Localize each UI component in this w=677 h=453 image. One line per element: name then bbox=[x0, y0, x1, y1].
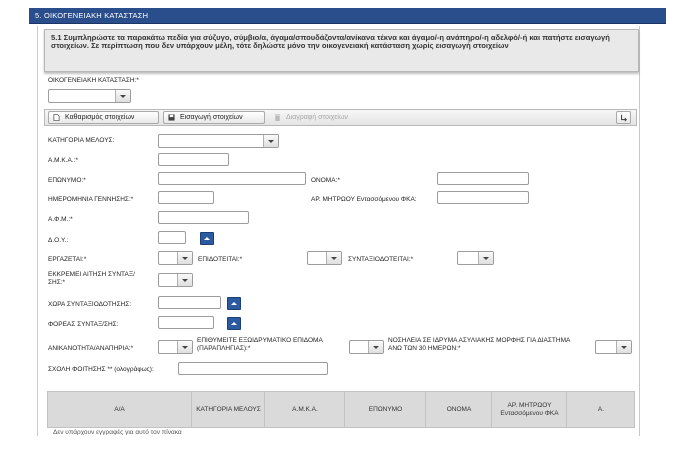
instructions-box bbox=[44, 29, 639, 72]
table-empty-row bbox=[47, 428, 635, 435]
column-header[interactable]: ΑΡ. ΜΗΤΡΩΟΥ Εντασσόμενου ΦΚΑ bbox=[491, 392, 567, 427]
chevron-down-icon[interactable] bbox=[115, 90, 130, 102]
pension-body-label: ΦΟΡΕΑΣ ΣΥΝΤΑΞ/ΣΗΣ: bbox=[48, 321, 119, 328]
column-header[interactable]: Α.Μ.Κ.Α. bbox=[264, 392, 345, 427]
family-status-select[interactable] bbox=[48, 89, 131, 103]
member-toolbar bbox=[44, 109, 637, 126]
disability-label: ΑΝΙΚΑΝΟΤΗΤΑ/ΑΝΑΠΗΡΙΑ:* bbox=[48, 345, 134, 352]
delete-data-label: Διαγραφή στοιχείων bbox=[286, 114, 348, 121]
pending-pension-select[interactable] bbox=[158, 273, 193, 287]
chevron-down-icon[interactable] bbox=[478, 252, 493, 264]
chevron-down-icon[interactable] bbox=[263, 135, 278, 147]
members-table bbox=[44, 391, 637, 435]
pension-country-lookup-button[interactable] bbox=[227, 297, 241, 310]
insert-data-label: Εισαγωγή στοιχείων bbox=[180, 114, 243, 121]
pensioned-label: ΣΥΝΤΑΞΙΟΔΟΤΕΙΤΑΙ:* bbox=[348, 256, 414, 263]
section-frame bbox=[37, 26, 640, 436]
employed-select[interactable] bbox=[158, 251, 193, 265]
trash-icon bbox=[274, 114, 281, 121]
table-header bbox=[47, 391, 635, 428]
empty-message: Δεν υπάρχουν εγγραφές για αυτό τον πίνακα bbox=[53, 429, 182, 435]
clear-data-button[interactable] bbox=[48, 111, 159, 124]
column-header[interactable]: ΟΝΟΜΑ bbox=[425, 392, 492, 427]
member-category-select[interactable] bbox=[158, 134, 279, 148]
name-input[interactable] bbox=[437, 172, 529, 185]
registry-number-input[interactable] bbox=[437, 191, 529, 204]
column-header[interactable]: Α. bbox=[566, 392, 635, 427]
surname-label: ΕΠΩΝΥΜΟ:* bbox=[48, 177, 86, 184]
insert-data-button[interactable] bbox=[163, 111, 265, 124]
family-status-label: ΟΙΚΟΓΕΝΕΙΑΚΗ ΚΑΤΑΣΤΑΣΗ:* bbox=[48, 77, 139, 84]
afm-input[interactable] bbox=[158, 211, 249, 224]
export-button[interactable] bbox=[616, 111, 631, 124]
member-category-label: ΚΑΤΗΓΟΡΙΑ ΜΕΛΟΥΣ: bbox=[48, 137, 115, 144]
pending-pension-label: ΕΚΚΡΕΜΕΙ ΑΙΤΗΣΗ ΣΥΝΤΑΞ/ΣΗΣ:* bbox=[48, 271, 135, 286]
surname-input[interactable] bbox=[158, 172, 306, 185]
chevron-down-icon[interactable] bbox=[368, 341, 383, 353]
document-icon bbox=[53, 114, 60, 121]
instructions-text: 5.1 Συμπληρώστε τα παρακάτω πεδία για σύζυγο, σύμβιο/α, άγαμα/σπουδάζοντα/ανίκανα τέκνα και άγαμο/-η ανάπηρο/-η αδελφό/-ή και πατήστε εισαγωγή στοιχείων. Σε περίπτωση που δεν υπάρχουν μέλη, τότε δηλώστε μόνο την οικογενειακή κατάσταση χωρίς εισαγωγή στοιχείων bbox=[51, 33, 610, 51]
birth-date-input[interactable] bbox=[158, 191, 214, 204]
name-label: ΟΝΟΜΑ:* bbox=[311, 177, 340, 184]
pension-body-input[interactable] bbox=[158, 316, 214, 329]
afm-label: Α.Φ.Μ.:* bbox=[48, 216, 73, 223]
pensioned-select[interactable] bbox=[457, 251, 494, 265]
extra-allowance-label: ΕΠΙΘΥΜΕΙΤΕ ΕΞΩΙΔΡΥΜΑΤΙΚΟ ΕΠΙΔΟΜΑ (ΠΑΡΑΠΛΗΓΙΑΣ):* bbox=[197, 337, 323, 352]
export-icon bbox=[620, 114, 628, 122]
section-title: 5. ΟΙΚΟΓΕΝΕΙΑΚΗ ΚΑΤΑΣΤΑΣΗ bbox=[35, 11, 149, 20]
school-label: ΣΧΟΛΗ ΦΟΙΤΗΣΗΣ ** (ολογράφως): bbox=[48, 366, 154, 373]
employed-label: ΕΡΓΑΖΕΤΑΙ:* bbox=[48, 256, 87, 263]
extra-allowance-select[interactable] bbox=[349, 340, 384, 354]
subsidized-select[interactable] bbox=[307, 251, 342, 265]
save-icon bbox=[168, 114, 175, 121]
chevron-down-icon[interactable] bbox=[326, 252, 341, 264]
hospitalization-select[interactable] bbox=[595, 340, 632, 354]
amka-input[interactable] bbox=[158, 153, 229, 166]
section-header bbox=[29, 8, 666, 24]
birth-date-label: ΗΜΕΡΟΜΗΝΙΑ ΓΕΝΝΗΣΗΣ:* bbox=[48, 196, 134, 203]
column-header[interactable]: Α/Α bbox=[114, 405, 125, 413]
disability-select[interactable] bbox=[158, 340, 193, 354]
doy-lookup-button[interactable] bbox=[200, 232, 214, 245]
pension-country-label: ΧΩΡΑ ΣΥΝΤΑΞΙΟΔΟΤΗΣΗΣ: bbox=[48, 301, 132, 308]
hospitalization-label: ΝΟΣΗΛΕΙΑ ΣΕ ΙΔΡΥΜΑ ΑΣΥΛΙΑΚΗΣ ΜΟΡΦΗΣ ΓΙΑ ΔΙΑΣΤΗΜΑ ΑΝΩ ΤΩΝ 30 ΗΜΕΡΩΝ:* bbox=[388, 337, 570, 352]
column-header[interactable]: ΚΑΤΗΓΟΡΙΑ ΜΕΛΟΥΣ bbox=[191, 392, 265, 427]
pension-body-lookup-button[interactable] bbox=[227, 317, 241, 330]
chevron-down-icon[interactable] bbox=[616, 341, 631, 353]
clear-data-label: Καθαρισμός στοιχείων bbox=[65, 114, 135, 121]
school-input[interactable] bbox=[178, 362, 328, 375]
subsidized-label: ΕΠΙΔΟΤΕΙΤΑΙ:* bbox=[198, 256, 243, 263]
column-header[interactable]: ΕΠΩΝΥΜΟ bbox=[344, 392, 426, 427]
delete-data-button[interactable] bbox=[269, 111, 379, 124]
chevron-down-icon[interactable] bbox=[177, 341, 192, 353]
registry-number-label: ΑΡ. ΜΗΤΡΩΟΥ Εντασσόμενου ΦΚΑ: bbox=[311, 196, 417, 203]
doy-input[interactable] bbox=[158, 231, 186, 244]
doy-label: Δ.Ο.Υ.: bbox=[48, 237, 69, 244]
chevron-down-icon[interactable] bbox=[177, 252, 192, 264]
pension-country-input[interactable] bbox=[158, 296, 221, 309]
chevron-down-icon[interactable] bbox=[177, 274, 192, 286]
amka-label: Α.Μ.Κ.Α.:* bbox=[48, 157, 78, 164]
